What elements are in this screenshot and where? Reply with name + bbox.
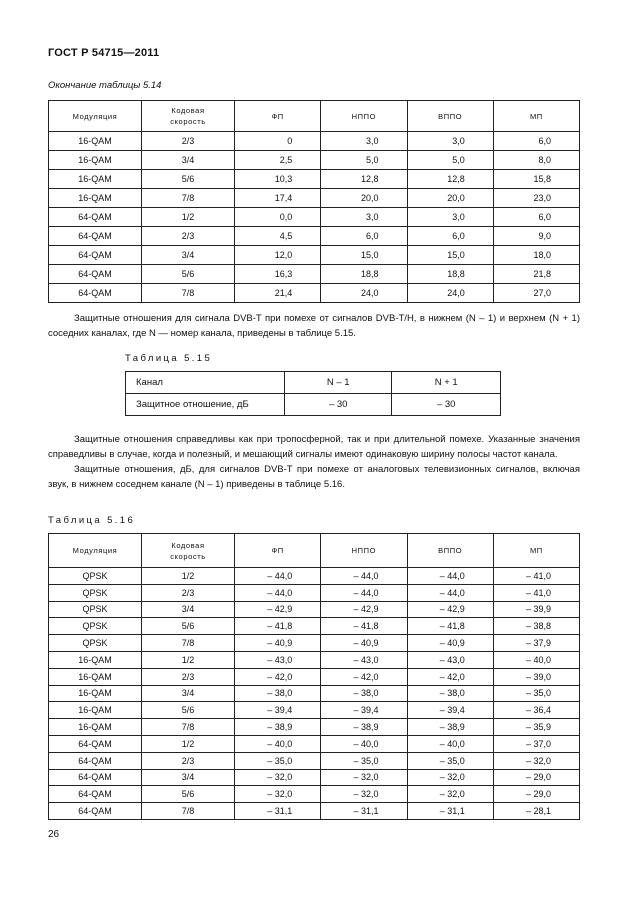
cell-modulation: 64-QAM — [49, 208, 142, 227]
cell-nppo: – 32,0 — [321, 769, 407, 786]
cell-fp: – 38,0 — [235, 685, 321, 702]
table-row — [49, 752, 580, 769]
cell-code-rate: 7/8 — [142, 284, 235, 303]
cell-modulation: QPSK — [49, 584, 142, 601]
cell-fp: 17,4 — [235, 189, 321, 208]
table-row — [49, 284, 580, 303]
cell-mp: – 40,0 — [493, 651, 579, 668]
cell-modulation: 16-QAM — [49, 132, 142, 151]
cell-code-rate: 2/3 — [142, 668, 235, 685]
cell-fp: 0 — [235, 132, 321, 151]
cell-mp: 9,0 — [493, 227, 579, 246]
table-5-15 — [125, 371, 501, 416]
cell-code-rate: 5/6 — [142, 786, 235, 803]
table-header-row — [49, 534, 580, 568]
cell-vppo: – 42,0 — [407, 668, 493, 685]
table-row — [49, 685, 580, 702]
cell-mp: 23,0 — [493, 189, 579, 208]
cell-vppo: 18,8 — [407, 265, 493, 284]
cell-mp: 6,0 — [493, 132, 579, 151]
table-5-16-caption: Таблица 5.16 — [48, 515, 136, 526]
table-row — [49, 719, 580, 736]
cell-nppo: 18,8 — [321, 265, 407, 284]
table-row — [49, 735, 580, 752]
cell-protection-n-plus-1: – 30 — [392, 394, 501, 416]
cell-fp: – 40,9 — [235, 635, 321, 652]
cell-modulation: 64-QAM — [49, 246, 142, 265]
cell-code-rate: 7/8 — [142, 803, 235, 820]
cell-mp: – 36,4 — [493, 702, 579, 719]
header-modulation: Модуляция — [49, 534, 142, 568]
table-row — [49, 151, 580, 170]
cell-n-minus-1: N – 1 — [285, 372, 392, 394]
cell-nppo: – 31,1 — [321, 803, 407, 820]
cell-nppo: – 35,0 — [321, 752, 407, 769]
header-fp: ФП — [235, 101, 321, 132]
cell-vppo: – 32,0 — [407, 786, 493, 803]
cell-nppo: – 39,4 — [321, 702, 407, 719]
paragraph-2 — [48, 432, 580, 492]
table-row — [49, 702, 580, 719]
header-vppo: ВППО — [407, 101, 493, 132]
cell-fp: – 44,0 — [235, 568, 321, 585]
cell-code-rate: 5/6 — [142, 702, 235, 719]
table-row — [49, 618, 580, 635]
cell-modulation: 64-QAM — [49, 735, 142, 752]
cell-fp: 2,5 — [235, 151, 321, 170]
cell-modulation: 16-QAM — [49, 702, 142, 719]
cell-vppo: – 38,0 — [407, 685, 493, 702]
cell-code-rate: 2/3 — [142, 752, 235, 769]
cell-mp: – 37,0 — [493, 735, 579, 752]
cell-fp: – 40,0 — [235, 735, 321, 752]
cell-code-rate: 3/4 — [142, 151, 235, 170]
cell-code-rate: 3/4 — [142, 246, 235, 265]
cell-code-rate: 7/8 — [142, 189, 235, 208]
cell-code-rate: 1/2 — [142, 568, 235, 585]
cell-mp: – 38,8 — [493, 618, 579, 635]
cell-channel-label: Канал — [126, 372, 285, 394]
cell-code-rate: 3/4 — [142, 601, 235, 618]
table-5-16 — [48, 533, 580, 820]
header-modulation: Модуляция — [49, 101, 142, 132]
cell-vppo: – 35,0 — [407, 752, 493, 769]
cell-fp: – 32,0 — [235, 769, 321, 786]
cell-nppo: 15,0 — [321, 246, 407, 265]
table-row — [49, 227, 580, 246]
header-mp: МП — [493, 534, 579, 568]
cell-vppo: – 40,0 — [407, 735, 493, 752]
cell-mp: – 29,0 — [493, 769, 579, 786]
cell-nppo: – 40,9 — [321, 635, 407, 652]
cell-nppo: 3,0 — [321, 208, 407, 227]
table-row — [126, 372, 501, 394]
header-code-rate: Кодовая скорость — [142, 101, 235, 132]
cell-modulation: 64-QAM — [49, 786, 142, 803]
cell-fp: 12,0 — [235, 246, 321, 265]
cell-code-rate: 2/3 — [142, 227, 235, 246]
cell-vppo: 5,0 — [407, 151, 493, 170]
page-number: 26 — [48, 829, 60, 840]
cell-vppo: – 44,0 — [407, 584, 493, 601]
document-header: ГОСТ Р 54715—2011 — [48, 47, 160, 59]
cell-modulation: 16-QAM — [49, 189, 142, 208]
cell-modulation: QPSK — [49, 601, 142, 618]
cell-modulation: 16-QAM — [49, 170, 142, 189]
cell-modulation: 64-QAM — [49, 803, 142, 820]
cell-fp: – 42,0 — [235, 668, 321, 685]
cell-modulation: 64-QAM — [49, 752, 142, 769]
table-row — [49, 132, 580, 151]
cell-modulation: QPSK — [49, 568, 142, 585]
cell-fp: – 39,4 — [235, 702, 321, 719]
table-row — [49, 668, 580, 685]
cell-vppo: – 32,0 — [407, 769, 493, 786]
cell-mp: 21,8 — [493, 265, 579, 284]
cell-fp: 21,4 — [235, 284, 321, 303]
cell-nppo: – 42,9 — [321, 601, 407, 618]
cell-nppo: – 41,8 — [321, 618, 407, 635]
cell-vppo: 3,0 — [407, 208, 493, 227]
cell-vppo: 3,0 — [407, 132, 493, 151]
cell-vppo: – 38,9 — [407, 719, 493, 736]
cell-vppo: – 42,9 — [407, 601, 493, 618]
cell-vppo: – 31,1 — [407, 803, 493, 820]
cell-vppo: – 39,4 — [407, 702, 493, 719]
paragraph-2-text: Защитные отношения справедливы как при тропосферной, так и при длительной помехе. Указанные значения справедливы в случае, когда и полезный, и мешающий сигналы имеют одинаковую ширину полосы частот канала. — [48, 434, 580, 460]
cell-nppo: 5,0 — [321, 151, 407, 170]
cell-mp: 18,0 — [493, 246, 579, 265]
cell-code-rate: 3/4 — [142, 769, 235, 786]
table-row — [49, 170, 580, 189]
cell-code-rate: 1/2 — [142, 208, 235, 227]
cell-modulation: QPSK — [49, 618, 142, 635]
cell-code-rate: 7/8 — [142, 719, 235, 736]
table-row — [49, 803, 580, 820]
cell-fp: 16,3 — [235, 265, 321, 284]
cell-code-rate: 2/3 — [142, 584, 235, 601]
cell-nppo: – 38,0 — [321, 685, 407, 702]
cell-mp: – 28,1 — [493, 803, 579, 820]
cell-modulation: 64-QAM — [49, 769, 142, 786]
table-row — [49, 601, 580, 618]
cell-nppo: – 40,0 — [321, 735, 407, 752]
cell-nppo: – 42,0 — [321, 668, 407, 685]
cell-mp: – 39,0 — [493, 668, 579, 685]
table-row — [126, 394, 501, 416]
cell-mp: 6,0 — [493, 208, 579, 227]
cell-vppo: – 43,0 — [407, 651, 493, 668]
cell-nppo: – 38,9 — [321, 719, 407, 736]
cell-mp: 15,8 — [493, 170, 579, 189]
cell-modulation: 16-QAM — [49, 685, 142, 702]
cell-modulation: 16-QAM — [49, 151, 142, 170]
cell-code-rate: 2/3 — [142, 132, 235, 151]
cell-modulation: 64-QAM — [49, 265, 142, 284]
cell-vppo: – 44,0 — [407, 568, 493, 585]
cell-modulation: 16-QAM — [49, 719, 142, 736]
cell-protection-n-minus-1: – 30 — [285, 394, 392, 416]
cell-nppo: 6,0 — [321, 227, 407, 246]
cell-fp: 0,0 — [235, 208, 321, 227]
paragraph-1-text: Защитные отношения для сигнала DVB-T при помехе от сигналов DVB-T/H, в нижнем (N – 1) и верхнем (N + 1) соседних каналах, где N — номер канала, приведены в таблице 5.15. — [48, 313, 580, 339]
table-5-14-caption: Окончание таблицы 5.14 — [48, 80, 162, 91]
table-row — [49, 208, 580, 227]
table-row — [49, 246, 580, 265]
table-header-row — [49, 101, 580, 132]
cell-nppo: 24,0 — [321, 284, 407, 303]
cell-code-rate: 1/2 — [142, 735, 235, 752]
cell-modulation: 64-QAM — [49, 227, 142, 246]
cell-nppo: 3,0 — [321, 132, 407, 151]
paragraph-3-text: Защитные отношения, дБ, для сигналов DVB-T при помехе от аналоговых телевизионных сигналов, включая звук, в нижнем соседнем канале (N – 1) приведены в таблице 5.16. — [48, 464, 580, 490]
cell-nppo: 20,0 — [321, 189, 407, 208]
cell-modulation: 16-QAM — [49, 668, 142, 685]
table-5-14 — [48, 100, 580, 303]
cell-code-rate: 5/6 — [142, 170, 235, 189]
cell-fp: – 44,0 — [235, 584, 321, 601]
cell-code-rate: 3/4 — [142, 685, 235, 702]
cell-modulation: 16-QAM — [49, 651, 142, 668]
cell-vppo: – 40,9 — [407, 635, 493, 652]
cell-nppo: 12,8 — [321, 170, 407, 189]
cell-mp: – 41,0 — [493, 568, 579, 585]
header-vppo: ВППО — [407, 534, 493, 568]
cell-fp: – 42,9 — [235, 601, 321, 618]
cell-fp: – 43,0 — [235, 651, 321, 668]
table-row — [49, 568, 580, 585]
cell-mp: 8,0 — [493, 151, 579, 170]
cell-code-rate: 1/2 — [142, 651, 235, 668]
table-row — [49, 651, 580, 668]
cell-nppo: – 43,0 — [321, 651, 407, 668]
cell-vppo: 15,0 — [407, 246, 493, 265]
cell-mp: 27,0 — [493, 284, 579, 303]
cell-nppo: – 44,0 — [321, 568, 407, 585]
header-code-rate: Кодовая скорость — [142, 534, 235, 568]
header-nppo: НППО — [321, 534, 407, 568]
cell-mp: – 41,0 — [493, 584, 579, 601]
cell-fp: – 41,8 — [235, 618, 321, 635]
cell-fp: – 31,1 — [235, 803, 321, 820]
header-mp: МП — [493, 101, 579, 132]
paragraph-1 — [48, 311, 580, 341]
table-row — [49, 769, 580, 786]
cell-fp: – 35,0 — [235, 752, 321, 769]
cell-fp: – 32,0 — [235, 786, 321, 803]
header-fp: ФП — [235, 534, 321, 568]
table-row — [49, 786, 580, 803]
table-row — [49, 635, 580, 652]
cell-vppo: – 41,8 — [407, 618, 493, 635]
cell-mp: – 37,9 — [493, 635, 579, 652]
cell-fp: 4,5 — [235, 227, 321, 246]
cell-vppo: 20,0 — [407, 189, 493, 208]
table-row — [49, 189, 580, 208]
cell-mp: – 35,0 — [493, 685, 579, 702]
cell-n-plus-1: N + 1 — [392, 372, 501, 394]
table-row — [49, 584, 580, 601]
table-row — [49, 265, 580, 284]
cell-protection-label: Защитное отношение, дБ — [126, 394, 285, 416]
cell-mp: – 39,9 — [493, 601, 579, 618]
cell-fp: – 38,9 — [235, 719, 321, 736]
cell-vppo: 24,0 — [407, 284, 493, 303]
cell-vppo: 6,0 — [407, 227, 493, 246]
cell-nppo: – 44,0 — [321, 584, 407, 601]
cell-code-rate: 7/8 — [142, 635, 235, 652]
cell-modulation: QPSK — [49, 635, 142, 652]
cell-vppo: 12,8 — [407, 170, 493, 189]
cell-mp: – 35,9 — [493, 719, 579, 736]
cell-mp: – 32,0 — [493, 752, 579, 769]
cell-fp: 10,3 — [235, 170, 321, 189]
cell-code-rate: 5/6 — [142, 265, 235, 284]
table-5-15-caption: Таблица 5.15 — [125, 353, 213, 364]
header-nppo: НППО — [321, 101, 407, 132]
cell-code-rate: 5/6 — [142, 618, 235, 635]
cell-modulation: 64-QAM — [49, 284, 142, 303]
cell-nppo: – 32,0 — [321, 786, 407, 803]
cell-mp: – 29,0 — [493, 786, 579, 803]
